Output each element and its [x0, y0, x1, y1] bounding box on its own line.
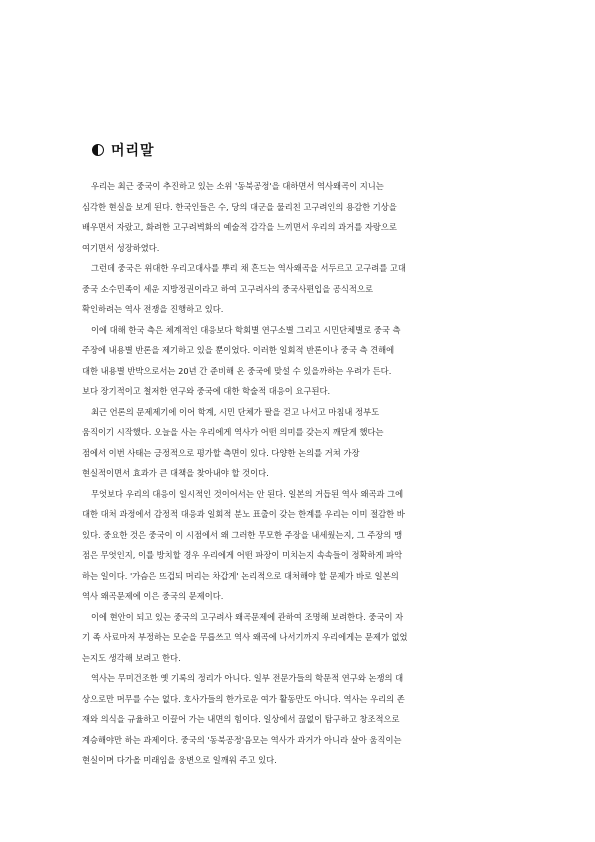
body-text	[82, 176, 516, 771]
text-line: 무엇보다 우리의 대응이 일시적인 것이어서는 안 된다. 일본의 거듭된 역사 왜곡과 그에	[91, 488, 404, 499]
text-line: 중국 소수민족이 세운 지방정권이라고 하여 고구려사의 중국사편입을 공식적으로	[82, 283, 373, 294]
text-line: 배우면서 자랐고, 화려한 고구려벽화의 예술적 감각을 느끼면서 우리의 과거를 자랑으로	[82, 222, 397, 232]
text-line: 보다 장기적이고 철저한 연구와 중국에 대한 학술적 대응이 요구된다.	[82, 386, 331, 396]
text-line: 심각한 현실을 보게 된다. 한국인들은 수, 당의 대군을 물리친 고구려인의 용감한 기상을	[82, 201, 397, 212]
text-line: 주장에 내용별 반론을 제기하고 있을 뿐이었다. 이러한 일회적 반론이나 중국 측 견해에	[82, 345, 395, 355]
text-line: 상으로만 머무를 수는 없다. 호사가들의 한가로운 여가 활동만도 아니다. 역사는 우리의 존	[82, 693, 405, 704]
text-line: 계승해야만 하는 과제이다. 중국의 '동북공정'음모는 역사가 과거가 아니라 살아 움직이는	[82, 734, 402, 745]
text-line: 있다. 중요한 것은 중국이 이 시점에서 왜 그러한 무모한 주장을 내세웠는지, 그 주장의 맹	[82, 529, 403, 540]
text-line: 여기면서 성장하였다.	[82, 242, 160, 253]
text-line: 역사는 무미건조한 옛 기록의 정리가 아니다. 일부 전문가들의 학문적 연구와 논쟁의 대	[91, 673, 404, 683]
text-line: 이에 현안이 되고 있는 중국의 고구려사 왜곡문제에 관하여 조명해 보려한다. 중국이 자	[91, 611, 404, 622]
text-line: 기 족 사료마저 부정하는 모순을 무릅쓰고 역사 왜곡에 나서기까지 우리에게는 문제가 없었	[82, 632, 408, 642]
text-line: 현실적이면서 효과가 큰 대책을 찾아내야 할 것이다.	[82, 468, 269, 478]
text-line: 역사 왜곡문제에 이은 중국의 문제이다.	[82, 591, 224, 601]
text-line: 확인하려는 역사 전쟁을 진행하고 있다.	[82, 304, 224, 314]
text-line: 재와 의식을 규율하고 이끌어 가는 내면의 힘이다. 일상에서 끊없이 탐구하고 창조적으로	[82, 714, 400, 724]
section-heading	[92, 140, 155, 160]
half-filled-circle-icon	[92, 144, 104, 156]
text-line: 대한 내용별 반박으로서는 20년 간 준비해 온 중국에 맞설 수 있을까하는 우려가 든다.	[82, 365, 392, 376]
text-line: 움직이기 시작했다. 오늘을 사는 우리에게 역사가 어떤 의미를 갖는지 깨닫게 했다는	[82, 427, 384, 437]
text-line: 최근 언론의 문제제기에 이어 학계, 시민 단체가 팔을 걷고 나서고 마침내 정부도	[91, 406, 380, 417]
text-line: 그런데 중국은 위대한 우리고대사를 뿌리 채 흔드는 역사왜곡을 서두르고 고구려를 고대	[91, 263, 406, 273]
text-line: 점은 무엇인지, 이를 방치할 경우 우리에게 어떤 파장이 미치는지 속속들이 정확하게 파악	[82, 550, 403, 560]
text-line: 는지도 생각해 보려고 한다.	[82, 652, 181, 663]
text-line: 대한 대처 과정에서 감정적 대응과 일회적 분노 표출이 갖는 한계를 우리는 이미 절감한 바	[82, 509, 405, 519]
text-line: 현실이며 다가올 미래임을 웅변으로 일깨워 주고 있다.	[82, 755, 277, 765]
text-line: 이에 대해 한국 측은 체계적인 대응보다 학회별 연구소별 그리고 시민단체별로 중국 측	[91, 324, 401, 335]
text-line: 우리는 최근 중국이 추진하고 있는 소위 '동북공정'을 대하면서 역사왜곡이 지니는	[91, 181, 384, 191]
text-line: 하는 일이다. '가슴은 뜨겁되 머리는 차갑게' 논리적으로 대처해야 할 문제가 바로 일본의	[82, 570, 399, 581]
heading-title: 머리말	[111, 143, 155, 159]
text-line: 점에서 이번 사태는 긍정적으로 평가할 측면이 있다. 다양한 논의를 거쳐 가장	[82, 447, 360, 458]
